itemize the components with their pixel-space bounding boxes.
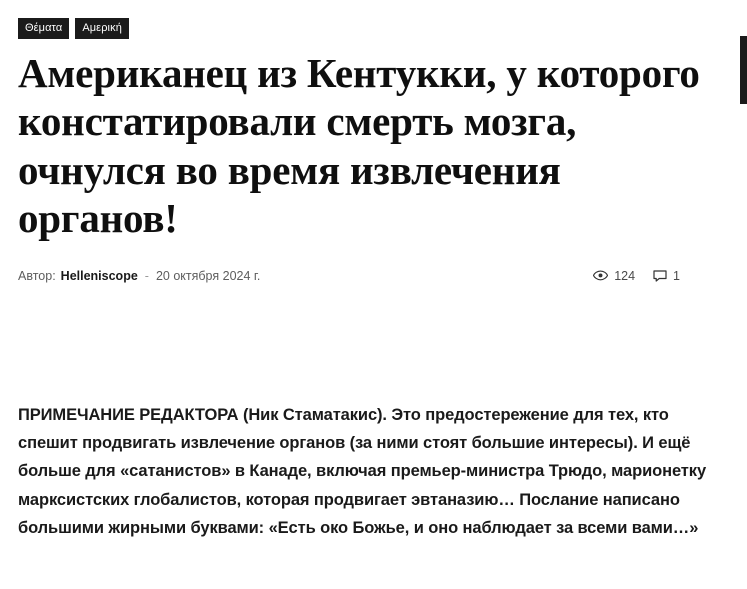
category-tag-themata[interactable]: Θέματα — [18, 18, 69, 39]
byline-author-name[interactable]: Helleniscope — [60, 268, 138, 283]
eye-icon — [593, 270, 608, 281]
category-tag-list — [18, 18, 722, 39]
comment-icon — [653, 270, 667, 282]
byline — [18, 269, 260, 283]
view-count — [593, 269, 635, 283]
article-body — [18, 401, 718, 543]
byline-date: 20 октября 2024 г. — [155, 268, 261, 283]
article-stats — [593, 269, 680, 283]
byline-author-prefix: Автор: — [18, 268, 56, 283]
article-headline: Американец из Кентукки, у которого констатировали смерть мозга, очнулся во время извлечения органов! — [18, 50, 700, 242]
comment-count-value: 1 — [673, 268, 680, 283]
page-edge-strip — [740, 0, 747, 589]
category-tag-ameriki[interactable]: Αμερική — [75, 18, 129, 39]
view-count-value: 124 — [614, 268, 636, 283]
byline-separator: - — [144, 268, 149, 283]
comment-count[interactable] — [653, 269, 680, 283]
article-body-paragraph: ПРИМЕЧАНИЕ РЕДАКТОРА (Ник Стаматакис). Это предостережение для тех, кто спешит продвигать извлечение органов (за ними стоят большие интересы). И ещё больше для «сатанистов» в Канаде, включая премьер-министра Трюдо, марионетку марксистских глобалистов, которая продвигает эвтаназию… Послание написано большими жирными буквами: «Есть око Божье, и оно наблюдает за всеми вами…» — [18, 405, 707, 537]
article-meta-row — [18, 269, 722, 283]
page-edge-dark-band — [740, 36, 747, 104]
